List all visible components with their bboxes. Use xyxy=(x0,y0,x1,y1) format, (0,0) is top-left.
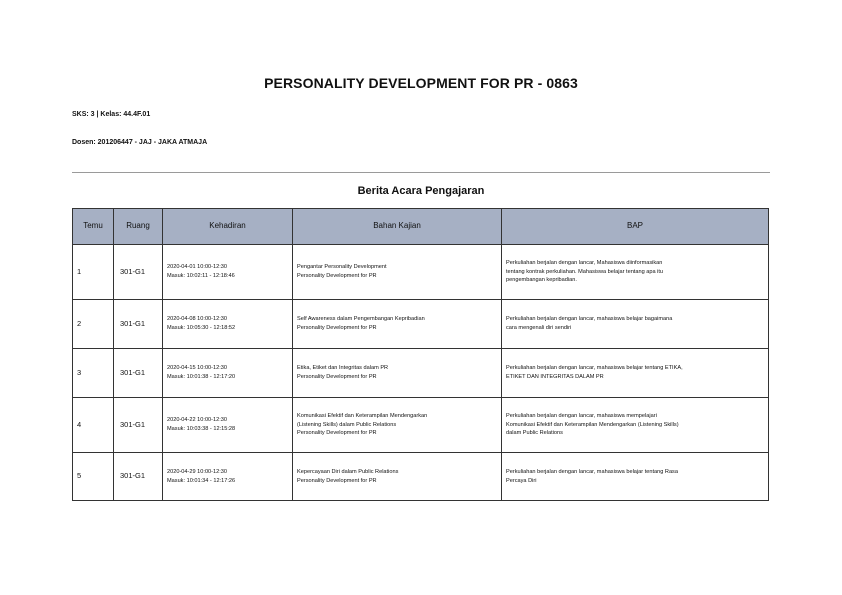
bap-line: dalam Public Relations xyxy=(506,430,563,437)
bap-line: ETIKET DAN INTEGRITAS DALAM PR xyxy=(506,374,604,380)
bap-line: tentang kontrak perkuliahan. Mahasiswa belajar tentang apa itu xyxy=(506,268,664,275)
bahan-line: Komunikasi Efektif dan Keterampilan Mendengarkan xyxy=(297,413,428,420)
document-title: PERSONALITY DEVELOPMENT FOR PR - 0863 xyxy=(264,75,578,91)
header-bahan-kajian: Bahan Kajian xyxy=(293,209,502,245)
table-row xyxy=(73,453,769,501)
bahan-kajian-cell xyxy=(293,245,502,300)
bap-line: Komunikasi Efektif dan Keterampilan Mendengarkan (Listening Skills) xyxy=(506,421,679,428)
bap-cell xyxy=(502,453,769,501)
sks-kelas-info: SKS: 3 | Kelas: 44.4F.01 xyxy=(72,111,151,118)
header-temu: Temu xyxy=(73,209,114,245)
dosen-info: Dosen: 201206447 - JAJ - JAKA ATMAJA xyxy=(72,139,208,146)
bahan-line: Personality Development for PR xyxy=(297,477,377,484)
bahan-line: Personality Development for PR xyxy=(297,325,377,331)
header-bap: BAP xyxy=(502,209,769,245)
bahan-line: Pengantar Personality Development xyxy=(297,264,387,271)
header-kehadiran: Kehadiran xyxy=(163,209,293,245)
bahan-line: Kepercayaan Diri dalam Public Relations xyxy=(297,468,399,475)
header-ruang: Ruang xyxy=(114,209,163,245)
ruang-cell: 301-G1 xyxy=(114,300,163,349)
jadwal-text: 2020-04-22 10:00-12:30 xyxy=(167,417,228,424)
bap-table xyxy=(72,208,769,501)
bahan-kajian-cell xyxy=(293,300,502,349)
kehadiran-cell xyxy=(163,349,293,398)
bap-cell xyxy=(502,245,769,300)
bahan-line: (Listening Skills) dalam Public Relations xyxy=(297,421,397,428)
bahan-kajian-cell xyxy=(293,398,502,453)
ruang-cell: 301-G1 xyxy=(114,349,163,398)
masuk-text: Masuk: 10:01:34 - 12:17:26 xyxy=(167,477,236,484)
temu-cell: 1 xyxy=(73,245,114,300)
ruang-cell: 301-G1 xyxy=(114,453,163,501)
kehadiran-cell xyxy=(163,398,293,453)
jadwal-text: 2020-04-15 10:00-12:30 xyxy=(167,365,228,372)
temu-cell: 4 xyxy=(73,398,114,453)
bap-line: Perkuliahan berjalan dengan lancar, mahasiswa belajar bagaimana xyxy=(506,316,673,323)
bahan-kajian-cell xyxy=(293,453,502,501)
bap-line: Perkuliahan berjalan dengan lancar, mahasiswa mempelajari xyxy=(506,413,657,420)
bahan-line: Personality Development for PR xyxy=(297,374,377,380)
bap-cell xyxy=(502,300,769,349)
table-row xyxy=(73,300,769,349)
masuk-text: Masuk: 10:03:38 - 12:15:28 xyxy=(167,426,236,432)
table-row xyxy=(73,349,769,398)
bahan-kajian-cell xyxy=(293,349,502,398)
kehadiran-cell xyxy=(163,245,293,300)
divider-line xyxy=(72,172,770,173)
ruang-cell: 301-G1 xyxy=(114,245,163,300)
masuk-text: Masuk: 10:02:11 - 12:18:46 xyxy=(167,273,235,279)
bap-cell xyxy=(502,398,769,453)
bap-line: Percaya Diri xyxy=(506,477,537,484)
section-title: Berita Acara Pengajaran xyxy=(357,185,485,197)
bahan-line: Etika, Etiket dan Integritas dalam PR xyxy=(297,365,389,372)
bahan-line: Personality Development for PR xyxy=(297,273,377,279)
bap-line: Perkuliahan berjalan dengan lancar, mahasiswa belajar tentang Rasa xyxy=(506,468,678,475)
jadwal-text: 2020-04-29 10:00-12:30 xyxy=(167,468,228,475)
kehadiran-cell xyxy=(163,453,293,501)
kehadiran-cell xyxy=(163,300,293,349)
masuk-text: Masuk: 10:05:30 - 12:18:52 xyxy=(167,325,236,331)
bap-line: pengembangan kepribadian. xyxy=(506,277,577,284)
bap-cell xyxy=(502,349,769,398)
temu-cell: 2 xyxy=(73,300,114,349)
masuk-text: Masuk: 10:01:38 - 12:17:20 xyxy=(167,374,236,380)
jadwal-text: 2020-04-01 10:00-12:30 xyxy=(167,264,228,271)
temu-cell: 5 xyxy=(73,453,114,501)
table-header-row xyxy=(73,209,769,245)
bahan-line: Personality Development for PR xyxy=(297,430,377,437)
bap-line: Perkuliahan berjalan dengan lancar, Mahasiswa diinformasikan xyxy=(506,260,663,267)
temu-cell: 3 xyxy=(73,349,114,398)
table-row xyxy=(73,245,769,300)
table-row xyxy=(73,398,769,453)
ruang-cell: 301-G1 xyxy=(114,398,163,453)
bap-line: Perkuliahan berjalan dengan lancar, mahasiswa belajar tentang ETIKA, xyxy=(506,365,683,372)
bahan-line: Self Awareness dalam Pengembangan Kepribadian xyxy=(297,316,425,323)
bap-line: cara mengenali diri sendiri xyxy=(506,325,572,331)
jadwal-text: 2020-04-08 10:00-12:30 xyxy=(167,316,228,323)
